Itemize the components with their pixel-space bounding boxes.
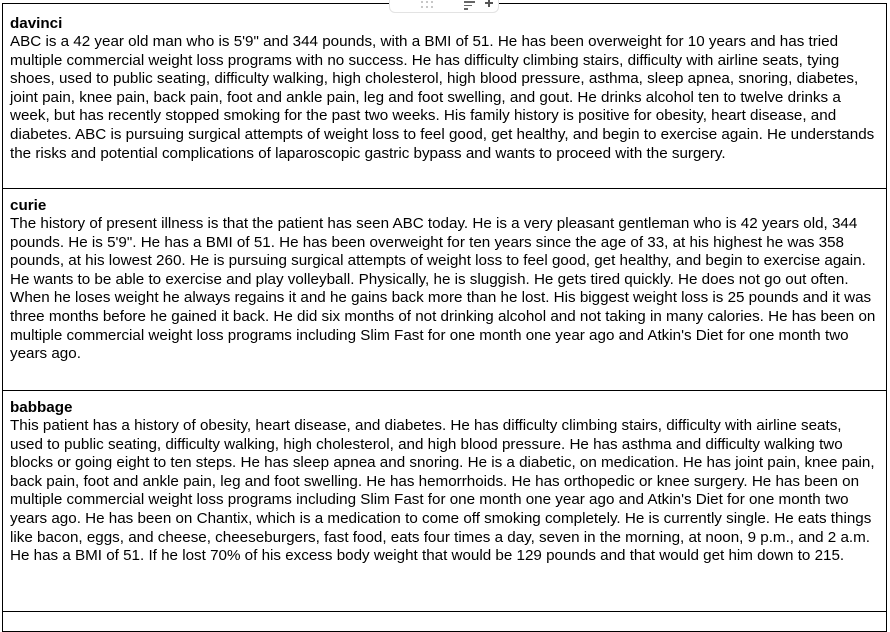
- drag-handle-icon[interactable]: [421, 1, 435, 10]
- row-name: babbage: [10, 399, 73, 416]
- table-row[interactable]: [3, 189, 886, 391]
- table-row[interactable]: [3, 4, 886, 189]
- row-name: davinci: [10, 15, 63, 32]
- add-icon[interactable]: [483, 0, 495, 9]
- sort-icon[interactable]: [464, 1, 475, 10]
- table-row[interactable]: [3, 391, 886, 612]
- table-floating-toolbar: [389, 0, 499, 13]
- table-row[interactable]: [3, 612, 886, 632]
- row-text: The history of present illness is that the patient has seen ABC today. He is a very pleasant gentleman who is 42 years old, 344 pounds. He is 5'9". He has a BMI of 51. He has been overweight for ten years since the age of 33, at his highest he was 358 pounds, at his lowest 260. He is pursuing surgical attempts of weight loss to feel good, get healthy, and begin to exercise again. He wants to be able to exercise and play volleyball. Physically, he is sluggish. He gets tired quickly. He does not go out often. When he loses weight he always regains it and he gains back more than he lost. His biggest weight loss is 25 pounds and it was three months before he gained it back. He did six months of not drinking alcohol and not taking in many calories. He has been on multiple commercial weight loss programs including Slim Fast for one month one year ago and Atkin's Diet for one month two years ago.: [10, 215, 876, 363]
- row-name: curie: [10, 197, 47, 214]
- row-text: ABC is a 42 year old man who is 5'9" and 344 pounds, with a BMI of 51. He has been overweight for 10 years and has tried multiple commercial weight loss programs with no success. He has difficulty climbing stairs, difficulty with airline seats, tying shoes, used to public seating, difficulty walking, high cholesterol, high blood pressure, asthma, sleep apnea, snoring, diabetes, joint pain, knee pain, back pain, foot and ankle pain, leg and foot swelling, and gout. He drinks alcohol ten to twelve drinks a week, but has recently stopped smoking for the past two weeks. His family history is positive for obesity, heart disease, and diabetes. ABC is pursuing surgical attempts of weight loss to feel good, get healthy, and begin to exercise again. He understands the risks and potential complications of laparoscopic gastric bypass and wants to proceed with the surgery.: [10, 33, 875, 162]
- comparison-table: [2, 3, 887, 632]
- row-text: This patient has a history of obesity, heart disease, and diabetes. He has difficulty climbing stairs, difficulty with airline seats, used to public seating, difficulty walking, high cholesterol, and high blood pressure. He has asthma and difficulty walking two blocks or going eight to ten steps. He has sleep apnea and snoring. He is a diabetic, on medication. He has joint pain, knee pain, back pain, foot and ankle pain, leg and foot swelling. He has hemorrhoids. He has orthopedic or knee surgery. He has been on multiple commercial weight loss programs including Slim Fast for one month one year ago and Atkin's Diet for one month two years ago. He has been on Chantix, which is a medication to come off smoking completely. He is currently single. He eats things like bacon, eggs, and cheese, cheeseburgers, fast food, eats four times a day, seven in the morning, at noon, 9 p.m., and 2 a.m. He has a BMI of 51. If he lost 70% of his excess body weight that would be 129 pounds and that would get him down to 215.: [10, 417, 875, 565]
